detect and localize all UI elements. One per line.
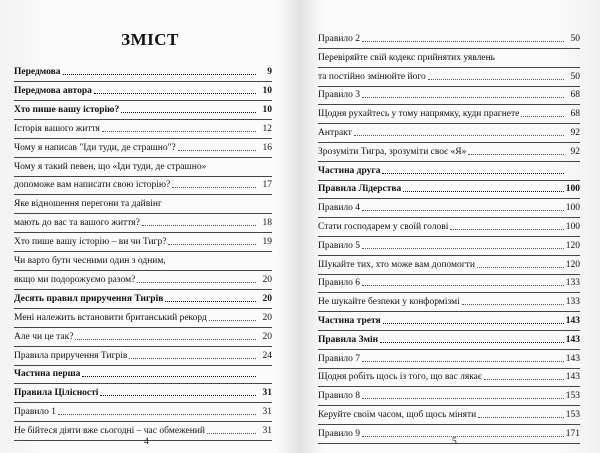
toc-entry: [14, 406, 272, 418]
toc-rule: [14, 213, 272, 214]
toc-rule: [318, 104, 580, 105]
toc-leader: [82, 375, 256, 377]
toc-entry: [14, 104, 272, 116]
toc-entry: [318, 33, 580, 45]
toc-leader: [178, 149, 256, 151]
toc-entry-title: якщо ми подорожуємо разом?: [14, 274, 136, 285]
toc-entry: [14, 217, 272, 229]
toc-entry-title: Але чи це так?: [14, 331, 74, 342]
toc-leader: [58, 413, 256, 415]
toc-entry-title: мають до вас та вашого життя?: [14, 218, 140, 229]
toc-entry-page: 10: [262, 85, 272, 96]
toc-entry-title: Частина третя: [318, 316, 381, 326]
toc-entry-page: 19: [262, 237, 272, 248]
toc-entry-title: Чому я написав "Іди туди, де страшно"?: [14, 142, 176, 153]
toc-entry-page: 20: [262, 312, 272, 323]
toc-leader: [362, 397, 564, 399]
toc-leader: [208, 169, 256, 170]
toc-rule: [14, 421, 272, 422]
toc-entry: [318, 315, 580, 327]
toc-entry: [318, 334, 580, 346]
toc-rule: [318, 161, 580, 162]
toc-entry-title: Не бійтеся діяти вже сьогодні – час обмежений: [14, 426, 205, 437]
toc-entry-page: 143: [565, 316, 580, 326]
toc-leader: [428, 78, 564, 80]
toc-entry: [318, 428, 580, 440]
toc-entry-page: 24: [262, 350, 272, 361]
toc-rule: [14, 176, 272, 177]
toc-rule: [318, 123, 580, 124]
toc-entry-title: Історія вашого життя: [14, 123, 100, 134]
toc-leader: [497, 60, 564, 61]
toc-entry-title: Правило 7: [318, 353, 361, 364]
toc-leader: [142, 224, 256, 226]
toc-entry-page: 50: [570, 71, 580, 82]
toc-entry-title: Передмова автора: [14, 85, 92, 96]
toc-entry-title: Чи варто бути чесними один з одним,: [14, 256, 166, 266]
toc-entry: [318, 371, 580, 383]
toc-entry-title: Стати господарем у своїй голові: [318, 222, 449, 232]
toc-entry-page: 92: [570, 128, 580, 138]
toc-entry-page: 100: [565, 184, 580, 195]
toc-entry-page: 16: [262, 142, 272, 153]
toc-rule: [318, 198, 580, 199]
toc-entry-title: Правила приручення Тигрів: [14, 350, 128, 361]
toc-entry-page: 153: [565, 391, 580, 402]
toc-leader: [403, 190, 563, 192]
toc-entry-title: Правило 2: [318, 34, 361, 44]
toc-entry-page: 18: [262, 218, 272, 229]
toc-entry-title: Керуйте своїм часом, щоб щось міняти: [318, 410, 477, 420]
toc-rule: [14, 119, 272, 120]
toc-leader: [521, 115, 564, 117]
toc-leader: [75, 338, 256, 340]
toc-entry-page: 68: [570, 109, 580, 120]
toc-rule: [14, 440, 272, 441]
toc-entry-title: Правила Змін: [318, 334, 379, 345]
toc-rule: [318, 386, 580, 387]
toc-entry-title: Правила Цілісності: [14, 388, 99, 399]
toc-rule: [318, 67, 580, 68]
toc-entry: [318, 259, 580, 271]
toc-rule: [14, 383, 272, 384]
toc-rule: [318, 330, 580, 331]
toc-entry: [14, 387, 272, 399]
toc-entry: [14, 293, 272, 305]
toc-leader: [450, 228, 563, 230]
toc-leader: [129, 357, 256, 359]
toc-leader: [164, 206, 256, 207]
toc-entry-page: 50: [570, 34, 580, 44]
toc-entry-page: 20: [262, 293, 272, 304]
toc-leader: [362, 96, 564, 98]
toc-entry-page: 143: [565, 372, 580, 383]
toc-rule: [14, 138, 272, 139]
toc-entry: [318, 89, 580, 101]
toc-entry-page: 68: [570, 90, 580, 101]
toc-entry-page: 143: [565, 334, 580, 345]
toc-leader: [362, 435, 564, 437]
toc-entry: [318, 296, 580, 308]
toc-entry-page: 92: [570, 146, 580, 157]
toc-entry: [318, 409, 580, 421]
toc-leader: [362, 360, 564, 362]
toc-entry-title: Чому я такий певен, що «Іди туди, де страшно»: [14, 161, 207, 172]
toc-entry-title: Не шукайте безпеки у конформізмі: [318, 297, 460, 308]
toc-entry-title: Щодня рухайтесь у тому напрямку, куди прагнете: [318, 109, 520, 120]
toc-entry-page: 133: [565, 297, 580, 308]
toc-leader: [362, 209, 564, 211]
toc-leader: [462, 303, 564, 305]
toc-entry-page: 100: [565, 222, 580, 232]
toc-entry: [318, 146, 580, 158]
toc-entry: [14, 85, 272, 97]
toc-entry-page: 17: [262, 180, 272, 191]
toc-entry-title: Зрозуміти Тигра, зрозуміти своє «Я»: [318, 146, 467, 157]
toc-entry-title: Частина друга: [318, 165, 381, 176]
toc-entry-title: допоможе вам написати свою історію?: [14, 180, 171, 191]
toc-leader: [137, 281, 256, 283]
toc-entry-page: 120: [565, 259, 580, 270]
toc-entry-page: 20: [262, 274, 272, 285]
toc-entry-title: Частина перша: [14, 369, 81, 380]
toc-rule: [318, 217, 580, 218]
toc-entry-title: та постійно змінюйте його: [318, 71, 426, 82]
toc-rule: [318, 311, 580, 312]
toc-entry: [14, 350, 272, 362]
left-page-number: 4: [144, 437, 149, 447]
toc-leader: [382, 172, 564, 174]
toc-entry-title: Правило 8: [318, 391, 361, 402]
toc-leader: [484, 378, 564, 380]
toc-entry-page: 120: [565, 240, 580, 251]
toc-entry: [14, 425, 272, 437]
toc-leader: [100, 394, 256, 396]
toc-entry-page: 171: [565, 428, 580, 439]
toc-rule: [14, 365, 272, 366]
toc-rule: [318, 48, 580, 49]
toc-rule: [318, 368, 580, 369]
toc-entry: [14, 161, 272, 173]
toc-rule: [318, 405, 580, 406]
toc-rule: [14, 251, 272, 252]
toc-entry: [14, 331, 272, 343]
toc-entry-title: Шукайте тих, хто може вам допомогти: [318, 259, 475, 270]
toc-rule: [14, 194, 272, 195]
toc-entry-page: 153: [565, 410, 580, 420]
toc-rule: [14, 402, 272, 403]
toc-leader: [383, 322, 564, 324]
toc-leader: [102, 130, 256, 132]
toc-rule: [14, 346, 272, 347]
toc-entry-title: Хто пише вашу історію – ви чи Тигр?: [14, 237, 167, 248]
toc-leader: [172, 186, 256, 188]
toc-entry: [14, 255, 272, 267]
toc-entry-page: 10: [262, 104, 272, 115]
toc-entry-title: Передмова: [14, 67, 61, 77]
toc-entry-page: 31: [262, 388, 272, 399]
toc-entry: [318, 108, 580, 120]
toc-rule: [14, 308, 272, 309]
toc-leader: [477, 266, 564, 268]
toc-entry-title: Десять правил приручення Тигрів: [14, 293, 164, 304]
toc-entry-title: Правила Лідерства: [318, 184, 402, 195]
toc-entry-title: Правило 5: [318, 240, 361, 251]
toc-entry: [318, 390, 580, 402]
toc-leader: [468, 153, 564, 155]
toc-rule: [14, 289, 272, 290]
toc-entry: [14, 312, 272, 324]
toc-rule: [318, 443, 580, 444]
toc-entry-title: Правило 6: [318, 278, 361, 289]
toc-entry: [318, 202, 580, 214]
toc-leader: [168, 243, 256, 245]
toc-entry-title: Правило 3: [318, 90, 361, 101]
toc-rule: [318, 349, 580, 350]
toc-entry: [14, 66, 272, 78]
toc-leader: [209, 319, 256, 321]
toc-entry-page: 31: [262, 426, 272, 437]
toc-rule: [318, 86, 580, 87]
toc-entry-page: 100: [565, 203, 580, 214]
toc-entry-page: 143: [565, 353, 580, 364]
toc-rule: [14, 157, 272, 158]
toc-rule: [318, 274, 580, 275]
toc-entry: [318, 165, 580, 177]
toc-entry-title: Щодня робіть щось із того, що вас лякає: [318, 372, 482, 383]
toc-entry-title: Хто пише вашу історію?: [14, 104, 120, 115]
toc-rule: [14, 327, 272, 328]
toc-leader: [207, 432, 256, 434]
toc-leader: [380, 341, 564, 343]
toc-entry: [318, 183, 580, 195]
toc-entry: [318, 221, 580, 233]
toc-leader: [362, 284, 564, 286]
toc-entry: [318, 277, 580, 289]
toc-entry-page: 133: [565, 278, 580, 289]
toc-rule: [318, 424, 580, 425]
toc-entry-title: Яке відношення перегони та дайвінг: [14, 199, 162, 210]
toc-entry-title: Мені належить встановити британський рекорд: [14, 312, 207, 323]
toc-entry: [318, 52, 580, 64]
toc-entry: [14, 198, 272, 210]
toc-leader: [165, 300, 256, 302]
toc-leader: [168, 263, 256, 264]
toc-entry: [14, 236, 272, 248]
toc-rule: [14, 270, 272, 271]
toc-entry: [14, 179, 272, 191]
toc-entry-page: 12: [262, 123, 272, 134]
toc-entry-title: Перевіряйте свій кодекс прийнятих уявлень: [318, 52, 495, 63]
toc-leader: [121, 111, 256, 113]
toc-rule: [318, 255, 580, 256]
toc-entry: [14, 142, 272, 154]
toc-leader: [362, 247, 564, 249]
toc-entry-title: Антракт: [318, 128, 352, 138]
toc-entry: [318, 240, 580, 252]
page-title: ЗМІСТ: [121, 30, 179, 49]
toc-entry: [318, 127, 580, 139]
toc-leader: [478, 416, 564, 418]
toc-entry-page: 31: [262, 407, 272, 418]
toc-entry: [318, 353, 580, 365]
toc-rule: [318, 142, 580, 143]
toc-entry: [14, 274, 272, 286]
toc-entry-title: Правило 9: [318, 428, 361, 439]
toc-leader: [362, 40, 564, 42]
toc-leader: [94, 92, 256, 94]
toc-entry: [14, 368, 272, 380]
toc-entry: [318, 71, 580, 83]
toc-rule: [14, 81, 272, 82]
toc-entry-title: Правило 4: [318, 203, 361, 214]
toc-entry-page: 20: [262, 331, 272, 342]
toc-rule: [14, 232, 272, 233]
toc-rule: [318, 292, 580, 293]
toc-entry-page: 9: [267, 67, 272, 77]
toc-leader: [354, 134, 564, 136]
toc-entry: [14, 123, 272, 135]
toc-rule: [14, 100, 272, 101]
toc-leader: [63, 73, 256, 75]
toc-rule: [318, 180, 580, 181]
toc-entry-title: Правило 1: [14, 407, 57, 418]
toc-rule: [318, 236, 580, 237]
